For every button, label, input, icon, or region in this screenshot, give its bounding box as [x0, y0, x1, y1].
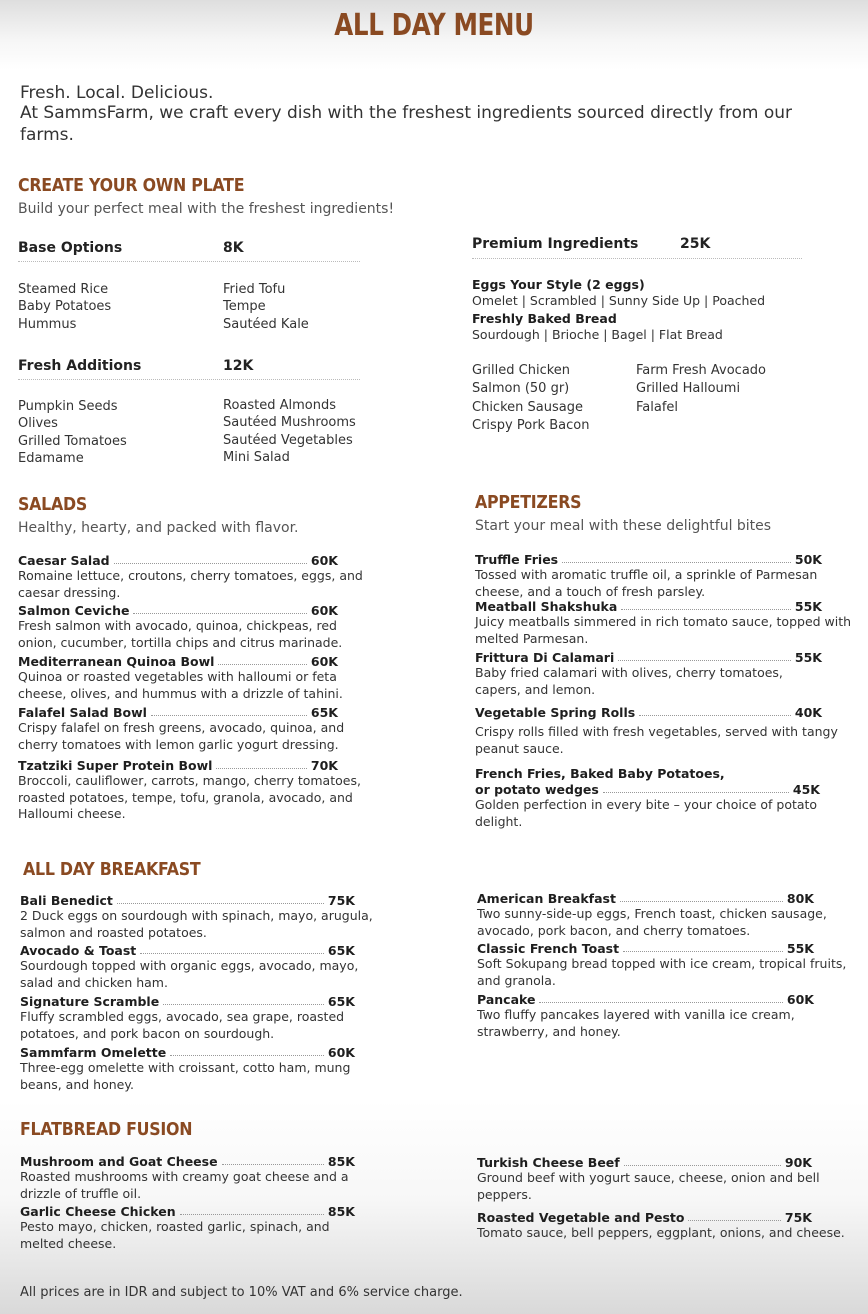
menu-title: ALL DAY MENU	[334, 8, 534, 43]
item-description: Romaine lettuce, croutons, cherry tomatoes, eggs, and caesar dressing.	[18, 568, 363, 600]
premium-ingredients-price: 25K	[680, 236, 711, 252]
section-title-breakfast: ALL DAY BREAKFAST	[23, 859, 201, 880]
item-price: 55K	[794, 650, 822, 665]
intro-tagline: Fresh. Local. Delicious.	[20, 83, 214, 103]
section-title-salads: SALADS	[18, 494, 87, 515]
menu-item	[18, 758, 361, 823]
item-price: 55K	[794, 599, 822, 614]
item-name: Garlic Cheese Chicken	[20, 1204, 176, 1219]
item-price: 40K	[794, 705, 822, 720]
menu-item	[475, 599, 852, 647]
item-name: Salmon Ceviche	[18, 603, 130, 618]
item-name: Mediterranean Quinoa Bowl	[18, 654, 215, 669]
fresh-additions-col1	[18, 398, 127, 467]
base-options-price: 8K	[223, 240, 244, 256]
menu-item	[20, 943, 359, 991]
item-description: Roasted mushrooms with creamy goat cheese and a drizzle of truffle oil.	[20, 1169, 349, 1201]
divider	[18, 261, 360, 262]
item-price: 60K	[786, 992, 814, 1007]
item-name: Signature Scramble	[20, 994, 160, 1009]
menu-item	[18, 705, 345, 753]
section-title-create: CREATE YOUR OWN PLATE	[18, 175, 245, 196]
item-name: Classic French Toast	[477, 941, 620, 956]
item-name: Mushroom and Goat Cheese	[20, 1154, 218, 1169]
list-item: Pumpkin Seeds	[18, 399, 118, 414]
item-name: Pancake	[477, 992, 536, 1007]
section-subtitle-create: Build your perfect meal with the freshest ingredients!	[18, 201, 395, 217]
base-options-col1	[18, 281, 111, 333]
section-subtitle-appetizers: Start your meal with these delightful bites	[475, 518, 772, 534]
list-item: Hummus	[18, 316, 77, 332]
list-item: Edamame	[18, 450, 84, 466]
item-price: 55K	[786, 941, 814, 956]
menu-item	[20, 1204, 355, 1252]
divider	[472, 258, 802, 259]
list-item: Tempe	[223, 299, 266, 315]
menu-item	[477, 992, 814, 1040]
menu-item	[477, 1155, 820, 1203]
item-price: 60K	[327, 1045, 355, 1060]
menu-item	[477, 1210, 845, 1242]
fresh-additions-price: 12K	[223, 358, 254, 374]
menu-item	[475, 552, 822, 600]
item-price: 75K	[327, 893, 355, 908]
list-item: Steamed Rice	[18, 282, 109, 297]
item-price: 60K	[310, 654, 338, 669]
item-price: 75K	[784, 1210, 812, 1225]
menu-item	[477, 941, 847, 989]
menu-item	[477, 891, 827, 939]
price-note: All prices are in IDR and subject to 10% VAT and 6% service charge.	[20, 1285, 463, 1300]
list-item: Fried Tofu	[223, 282, 286, 297]
item-description: Three-egg omelette with croissant, cotto ham, mung beans, and honey.	[20, 1060, 351, 1092]
item-description: Crispy rolls filled with fresh vegetables, served with tangy peanut sauce.	[475, 724, 838, 756]
list-item: Sautéed Mushrooms	[223, 415, 356, 431]
divider	[18, 379, 360, 380]
item-name: French Fries, Baked Baby Potatoes,	[475, 766, 725, 781]
item-name: Frittura Di Calamari	[475, 650, 615, 665]
item-price: 90K	[784, 1155, 812, 1170]
section-title-flatbread: FLATBREAD FUSION	[20, 1119, 193, 1140]
item-description: Ground beef with yogurt sauce, cheese, onion and bell peppers.	[477, 1170, 820, 1202]
premium-ingredients-label: Premium Ingredients	[472, 236, 639, 252]
item-description: Pesto mayo, chicken, roasted garlic, spinach, and melted cheese.	[20, 1219, 330, 1251]
menu-item	[20, 1154, 355, 1202]
item-description: Broccoli, cauliflower, carrots, mango, cherry tomatoes, roasted potatoes, tempe, tofu, granola, avocado, and Halloumi cheese.	[18, 773, 361, 821]
list-item: Olives	[18, 416, 58, 432]
item-description: Juicy meatballs simmered in rich tomato sauce, topped with melted Parmesan.	[475, 614, 852, 646]
list-item: Crispy Pork Bacon	[472, 417, 590, 433]
list-item: Sautéed Kale	[223, 316, 309, 332]
list-item: Grilled Halloumi	[636, 381, 741, 397]
fresh-additions-label: Fresh Additions	[18, 358, 142, 374]
item-price: 65K	[327, 994, 355, 1009]
menu-item	[18, 553, 363, 601]
list-item: Falafel	[636, 399, 679, 415]
item-price: 65K	[310, 705, 338, 720]
item-description: Quinoa or roasted vegetables with halloumi or feta cheese, olives, and hummus with a drizzle of tahini.	[18, 669, 343, 701]
item-price: 50K	[794, 552, 822, 567]
menu-item	[475, 765, 820, 830]
item-name: Meatball Shakshuka	[475, 599, 618, 614]
item-price: 60K	[310, 603, 338, 618]
list-item: Mini Salad	[223, 449, 290, 465]
item-name: Tzatziki Super Protein Bowl	[18, 758, 213, 773]
item-name: Vegetable Spring Rolls	[475, 705, 636, 720]
item-price: 60K	[310, 553, 338, 568]
premium-col2	[636, 362, 766, 417]
list-item: Grilled Chicken	[472, 363, 571, 378]
item-price: 85K	[327, 1154, 355, 1169]
fresh-additions-col2	[223, 397, 356, 466]
menu-item	[18, 603, 343, 651]
item-description: Soft Sokupang bread topped with ice cream, tropical fruits, and granola.	[477, 956, 847, 988]
item-description: 2 Duck eggs on sourdough with spinach, mayo, arugula, salmon and roasted potatoes.	[20, 908, 373, 940]
menu-item	[475, 650, 822, 698]
item-description: Baby fried calamari with olives, cherry tomatoes, capers, and lemon.	[475, 665, 783, 697]
item-name-line2: or potato wedges	[475, 782, 599, 797]
item-description: Two fluffy pancakes layered with vanilla ice cream, strawberry, and honey.	[477, 1007, 795, 1039]
menu-item	[20, 1045, 355, 1093]
bread-options: Sourdough | Brioche | Bagel | Flat Bread	[472, 327, 723, 342]
list-item: Sautéed Vegetables	[223, 432, 353, 448]
item-description: Tossed with aromatic truffle oil, a sprinkle of Parmesan cheese, and a touch of fresh parsley.	[475, 567, 818, 599]
base-options-col2	[223, 281, 309, 333]
item-name: American Breakfast	[477, 891, 616, 906]
item-description: Fresh salmon with avocado, quinoa, chickpeas, red onion, cucumber, tortilla chips and citrus marinade.	[18, 618, 343, 650]
menu-item	[20, 893, 373, 941]
item-price: 85K	[327, 1204, 355, 1219]
item-description: Crispy falafel on fresh greens, avocado, quinoa, and cherry tomatoes with lemon garlic yogurt dressing.	[18, 720, 345, 752]
item-name: Avocado & Toast	[20, 943, 137, 958]
item-name: Bali Benedict	[20, 893, 113, 908]
menu-item	[475, 705, 838, 757]
list-item: Baby Potatoes	[18, 299, 112, 315]
list-item: Roasted Almonds	[223, 398, 337, 413]
eggs-style-title: Eggs Your Style (2 eggs)	[472, 277, 645, 292]
item-name: Caesar Salad	[18, 553, 110, 568]
item-name: Falafel Salad Bowl	[18, 705, 147, 720]
item-description: Tomato sauce, bell peppers, eggplant, onions, and cheese.	[477, 1225, 845, 1240]
list-item: Grilled Tomatoes	[18, 433, 127, 449]
item-name: Sammfarm Omelette	[20, 1045, 167, 1060]
menu-item	[20, 994, 355, 1042]
list-item: Chicken Sausage	[472, 399, 583, 415]
item-description: Fluffy scrambled eggs, avocado, sea grape, roasted potatoes, and pork bacon on sourdough.	[20, 1009, 345, 1041]
item-description: Golden perfection in every bite – your choice of potato delight.	[475, 797, 818, 829]
intro-text: At SammsFarm, we craft every dish with the freshest ingredients sourced directly from our farms.	[20, 103, 792, 145]
list-item: Salmon (50 gr)	[472, 381, 570, 397]
item-price: 80K	[786, 891, 814, 906]
eggs-style-options: Omelet | Scrambled | Sunny Side Up | Poached	[472, 293, 766, 308]
list-item: Farm Fresh Avocado	[636, 363, 766, 378]
section-title-appetizers: APPETIZERS	[475, 492, 582, 513]
base-options-label: Base Options	[18, 240, 123, 256]
item-price: 70K	[310, 758, 338, 773]
item-description: Two sunny-side-up eggs, French toast, chicken sausage, avocado, pork bacon, and cherry tomatoes.	[477, 906, 827, 938]
bread-title: Freshly Baked Bread	[472, 311, 617, 326]
item-description: Sourdough topped with organic eggs, avocado, mayo, salad and chicken ham.	[20, 958, 359, 990]
item-name: Truffle Fries	[475, 552, 559, 567]
item-price: 45K	[792, 782, 820, 797]
item-name: Turkish Cheese Beef	[477, 1155, 620, 1170]
premium-col1	[472, 362, 589, 435]
item-price: 65K	[327, 943, 355, 958]
menu-item	[18, 654, 343, 702]
item-name: Roasted Vegetable and Pesto	[477, 1210, 685, 1225]
section-subtitle-salads: Healthy, hearty, and packed with flavor.	[18, 520, 299, 536]
